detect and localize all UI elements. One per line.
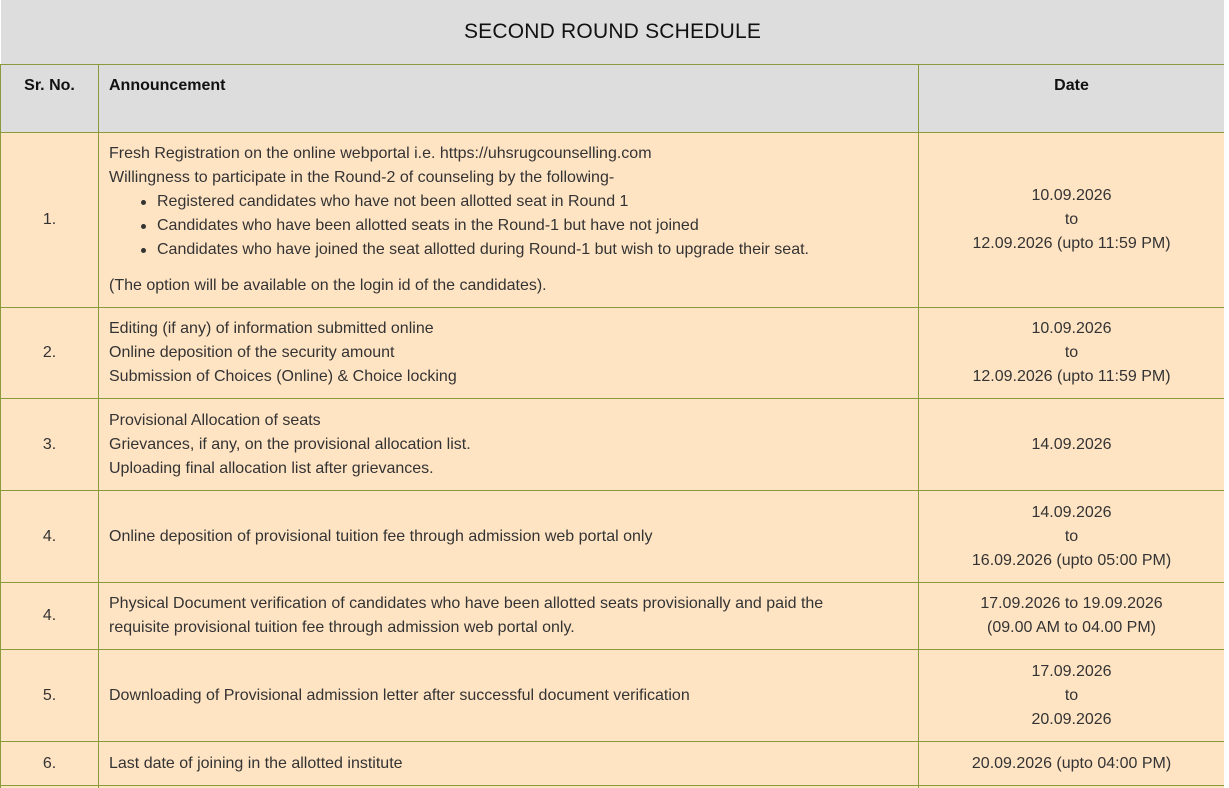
announcement-line: Uploading final allocation list after grievances.	[109, 459, 434, 477]
announcement-line: Editing (if any) of information submitted online	[109, 320, 434, 337]
table-row	[1, 308, 1225, 399]
announcement-line: Online deposition of provisional tuition fee through admission web portal only	[109, 527, 653, 545]
table-row	[1, 133, 1225, 308]
row-announcement	[99, 742, 919, 786]
row-date	[919, 399, 1225, 491]
eligibility-list	[109, 190, 908, 262]
row-announcement	[99, 583, 919, 650]
row-sr-no: 3.	[1, 399, 99, 491]
row-sr-no: 2.	[1, 308, 99, 399]
header-announcement: Announcement	[99, 65, 919, 133]
row-announcement	[99, 308, 919, 399]
announcement-line: Online deposition of the security amount	[109, 344, 395, 361]
table-row	[1, 399, 1225, 491]
schedule-title: SECOND ROUND SCHEDULE	[1, 0, 1225, 65]
table-row	[1, 742, 1225, 786]
header-sr-no: Sr. No.	[1, 65, 99, 133]
title-row	[1, 0, 1225, 65]
date-line: 10.09.2026	[1031, 320, 1112, 337]
date-line: to	[1064, 686, 1079, 704]
date-line: 12.09.2026 (upto 11:59 PM)	[972, 235, 1171, 252]
list-item: Candidates who have been allotted seats in the Round-1 but have not joined	[157, 214, 908, 238]
row-sr-no: 4.	[1, 583, 99, 650]
row-sr-no: 4.	[1, 491, 99, 583]
date-line: 12.09.2026 (upto 11:59 PM)	[972, 368, 1171, 385]
date-line: 20.09.2026	[1031, 710, 1112, 728]
date-line: (09.00 AM to 04.00 PM)	[987, 619, 1156, 636]
row-sr-no: 6.	[1, 742, 99, 786]
row-date	[919, 650, 1225, 742]
date-line: 14.09.2026	[1031, 503, 1112, 521]
table-row	[1, 583, 1225, 650]
announcement-line: Downloading of Provisional admission letter after successful document verification	[109, 686, 690, 704]
table-row	[1, 491, 1225, 583]
row-sr-no: 1.	[1, 133, 99, 308]
date-line: 14.09.2026	[1031, 435, 1112, 453]
announcement-line: Last date of joining in the allotted institute	[109, 754, 403, 772]
table-row	[1, 650, 1225, 742]
row-sr-no: 5.	[1, 650, 99, 742]
announcement-line: Provisional Allocation of seats	[109, 411, 321, 429]
row-date	[919, 583, 1225, 650]
date-line: 20.09.2026 (upto 04:00 PM)	[971, 754, 1172, 772]
date-line: to	[1064, 527, 1079, 545]
announcement-line: Willingness to participate in the Round-2 of counseling by the following-	[109, 169, 615, 186]
date-line: 10.09.2026	[1031, 187, 1112, 204]
announcement-note: (The option will be available on the login id of the candidates).	[109, 277, 547, 294]
announcement-line: Fresh Registration on the online webportal i.e. https://uhsrugcounselling.com	[109, 145, 652, 162]
row-announcement	[99, 650, 919, 742]
announcement-line: Physical Document verification of candidates who have been allotted seats provisionally and paid the	[109, 595, 824, 612]
row-date	[919, 491, 1225, 583]
header-row	[1, 65, 1225, 133]
announcement-line: Submission of Choices (Online) & Choice locking	[109, 368, 457, 385]
row-date	[919, 742, 1225, 786]
row-date	[919, 133, 1225, 308]
date-line: to	[1064, 211, 1079, 228]
announcement-line: requisite provisional tuition fee through admission web portal only.	[109, 619, 575, 636]
list-item: Candidates who have joined the seat allotted during Round-1 but wish to upgrade their seat.	[157, 238, 908, 262]
date-line: to	[1064, 344, 1079, 361]
row-announcement	[99, 133, 919, 308]
list-item: Registered candidates who have not been allotted seat in Round 1	[157, 190, 908, 214]
date-line: 17.09.2026	[1031, 662, 1112, 680]
date-line: 17.09.2026 to 19.09.2026	[980, 595, 1163, 612]
date-line: 16.09.2026 (upto 05:00 PM)	[971, 551, 1172, 569]
row-announcement	[99, 491, 919, 583]
header-date: Date	[919, 65, 1225, 133]
row-date	[919, 308, 1225, 399]
announcement-line: Grievances, if any, on the provisional allocation list.	[109, 435, 471, 453]
row-announcement	[99, 399, 919, 491]
